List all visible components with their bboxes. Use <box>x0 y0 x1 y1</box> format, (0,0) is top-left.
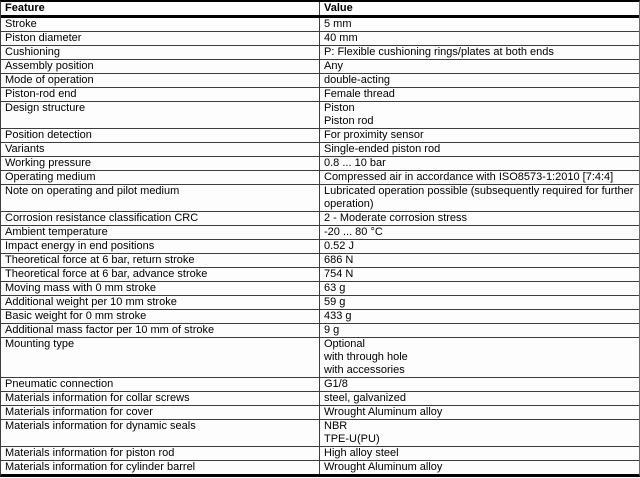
value-line: For proximity sensor <box>324 129 424 141</box>
value-cell <box>319 420 639 446</box>
feature-cell: Pneumatic connection <box>5 378 114 390</box>
feature-cell: Additional weight per 10 mm stroke <box>5 296 177 308</box>
value-line: 63 g <box>324 282 346 294</box>
value-cell <box>319 282 639 295</box>
value-cell <box>319 406 639 419</box>
table-row <box>1 282 639 296</box>
value-line: 59 g <box>324 296 346 308</box>
value-cell <box>319 32 639 45</box>
value-cell <box>319 143 639 156</box>
value-line: steel, galvanized <box>324 392 406 404</box>
value-cell <box>319 171 639 184</box>
table-row <box>1 46 639 60</box>
value-line: 5 mm <box>324 18 352 30</box>
feature-cell: Materials information for collar screws <box>5 392 190 404</box>
table-row <box>1 88 639 102</box>
table-row <box>1 420 639 447</box>
value-line: TPE-U(PU) <box>324 433 380 445</box>
value-cell <box>319 102 639 128</box>
table-row <box>1 60 639 74</box>
feature-cell: Operating medium <box>5 171 96 183</box>
value-line: Compressed air in accordance with ISO8573-1:2010 [7:4:4] <box>324 171 614 183</box>
feature-cell: Note on operating and pilot medium <box>5 185 180 197</box>
value-line: with through hole <box>324 351 408 363</box>
value-line: Piston rod <box>324 115 374 127</box>
value-line: -20 ... 80 °C <box>324 226 383 238</box>
value-cell <box>319 461 639 474</box>
value-line: High alloy steel <box>324 447 399 459</box>
feature-cell: Variants <box>5 143 45 155</box>
feature-cell: Position detection <box>5 129 92 141</box>
table-body <box>1 18 639 474</box>
value-line: 0.8 ... 10 bar <box>324 157 386 169</box>
value-line: Optional <box>324 338 365 350</box>
feature-cell: Basic weight for 0 mm stroke <box>5 310 147 322</box>
value-line: P: Flexible cushioning rings/plates at both ends <box>324 46 554 58</box>
value-cell <box>319 392 639 405</box>
feature-cell: Corrosion resistance classification CRC <box>5 212 199 224</box>
table-row <box>1 461 639 474</box>
table-row <box>1 338 639 378</box>
value-line: Female thread <box>324 88 395 100</box>
value-line: Single-ended piston rod <box>324 143 441 155</box>
value-cell <box>319 254 639 267</box>
value-line: 9 g <box>324 324 340 336</box>
table-row <box>1 254 639 268</box>
value-line: Lubricated operation possible (subsequently required for further operation) <box>324 185 634 210</box>
value-line: Wrought Aluminum alloy <box>324 461 443 473</box>
table-row <box>1 392 639 406</box>
feature-cell: Piston diameter <box>5 32 82 44</box>
table-row <box>1 32 639 46</box>
feature-cell: Materials information for dynamic seals <box>5 420 196 432</box>
value-cell <box>319 185 639 211</box>
feature-cell: Mounting type <box>5 338 75 350</box>
value-cell <box>319 378 639 391</box>
value-line: 754 N <box>324 268 354 280</box>
value-cell <box>319 46 639 59</box>
value-cell <box>319 18 639 31</box>
value-line: Any <box>324 60 343 72</box>
feature-cell: Moving mass with 0 mm stroke <box>5 282 156 294</box>
column-header-value: Value <box>319 2 639 15</box>
value-line: 2 - Moderate corrosion stress <box>324 212 468 224</box>
table-row <box>1 447 639 461</box>
value-line: 0.52 J <box>324 240 354 252</box>
feature-cell: Theoretical force at 6 bar, advance stroke <box>5 268 208 280</box>
feature-cell: Stroke <box>5 18 37 30</box>
value-cell <box>319 338 639 377</box>
value-line: 433 g <box>324 310 352 322</box>
feature-cell: Cushioning <box>5 46 61 58</box>
feature-cell: Design structure <box>5 102 86 114</box>
feature-cell: Theoretical force at 6 bar, return stroke <box>5 254 195 266</box>
table-row <box>1 102 639 129</box>
feature-cell: Piston-rod end <box>5 88 77 100</box>
table-row <box>1 143 639 157</box>
table-row <box>1 378 639 392</box>
feature-cell: Impact energy in end positions <box>5 240 155 252</box>
feature-cell: Assembly position <box>5 60 94 72</box>
value-cell <box>319 268 639 281</box>
feature-cell: Materials information for cylinder barrel <box>5 461 196 473</box>
feature-cell: Additional mass factor per 10 mm of stroke <box>5 324 215 336</box>
feature-cell: Materials information for cover <box>5 406 153 418</box>
table-row <box>1 268 639 282</box>
table-row <box>1 226 639 240</box>
feature-cell: Ambient temperature <box>5 226 108 238</box>
value-cell <box>319 88 639 101</box>
feature-cell: Mode of operation <box>5 74 94 86</box>
value-line: Wrought Aluminum alloy <box>324 406 443 418</box>
feature-cell: Working pressure <box>5 157 91 169</box>
value-cell <box>319 157 639 170</box>
value-line: Piston <box>324 102 355 114</box>
table-row <box>1 240 639 254</box>
value-cell <box>319 296 639 309</box>
table-row <box>1 74 639 88</box>
table-row <box>1 185 639 212</box>
value-cell <box>319 324 639 337</box>
value-cell <box>319 310 639 323</box>
table-row <box>1 310 639 324</box>
table-row <box>1 157 639 171</box>
column-header-feature: Feature <box>5 2 45 14</box>
table-row <box>1 129 639 143</box>
feature-cell: Materials information for piston rod <box>5 447 175 459</box>
value-cell <box>319 212 639 225</box>
value-line: 686 N <box>324 254 354 266</box>
value-cell <box>319 226 639 239</box>
value-cell <box>319 74 639 87</box>
value-cell <box>319 240 639 253</box>
value-cell <box>319 60 639 73</box>
value-cell <box>319 447 639 460</box>
table-row <box>1 406 639 420</box>
value-line: G1/8 <box>324 378 348 390</box>
value-cell <box>319 129 639 142</box>
table-row <box>1 296 639 310</box>
table-row <box>1 212 639 226</box>
table-header-row <box>1 2 639 18</box>
table-row <box>1 171 639 185</box>
table-row <box>1 324 639 338</box>
table-row <box>1 18 639 32</box>
value-line: 40 mm <box>324 32 358 44</box>
value-line: with accessories <box>324 364 405 376</box>
value-line: NBR <box>324 420 348 432</box>
value-line: double-acting <box>324 74 391 86</box>
